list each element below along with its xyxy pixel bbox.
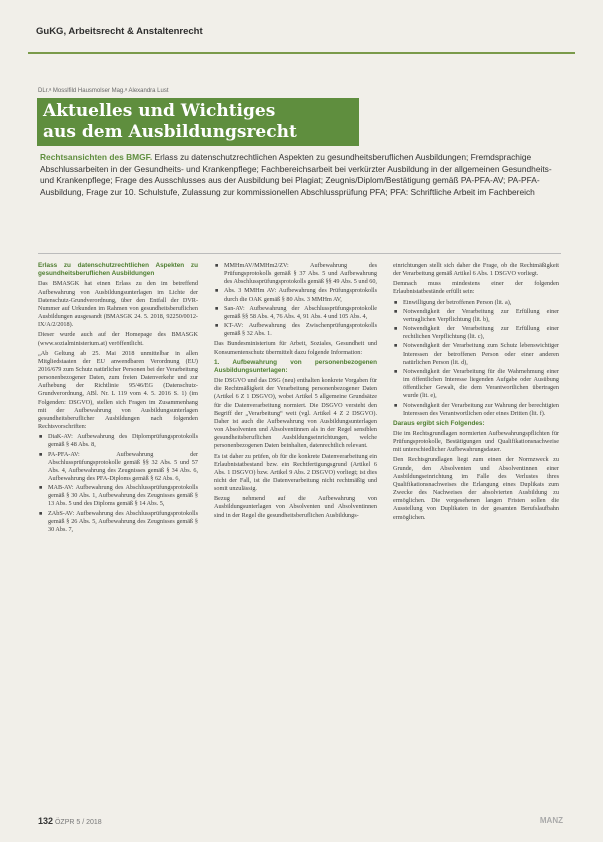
list-item: ■ Notwendigkeit der Verarbeitung für die Wahrnehmung einer im öffentlichen Interesse liegenden Aufgabe oder Ausübung öffentlicher Gewalt, die dem Verantwortlichen übertragen wurde (lit. e), bbox=[403, 368, 559, 401]
section-heading: Daraus ergibt sich Folgendes: bbox=[393, 419, 485, 427]
list-item: ■ San-AV: Aufbewahrung der Abschlussprüfungsprotokolle gemäß §§ 58 Abs. 4, 76 Abs. 4, 91 Abs. 4 und 105 Abs. 4, bbox=[224, 305, 377, 321]
list-item: ■ MMHmAV/MMHm2/ZV: Aufbewahrung des Prüfungsprotokolls gemäß § 37 Abs. 5 und Aufbewahrung des Abschlussprüfungsprotokolls gemäß §§ 49 Abs. 5 und 60, bbox=[224, 262, 377, 286]
list-item: ■ KT-AV: Aufbewahrung des Zwischenprüfungsprotokolls gemäß § 32 Abs. 1. bbox=[224, 322, 377, 338]
issue-label: ÖZPR 5 / 2018 bbox=[54, 819, 102, 826]
paragraph: Das BMASGK hat einen Erlass zu den im betreffend Aufbewahrung von Ausbildungsunterlagen im Lichte der Datenschutz-Grundverordnung, über den Entfall der DVR-Nummer auf Urkunden im Rahmen von gesundheitsberuflichen Ausbildungen ausgesandt (BMASGK 24. 5. 2018, 92250/0012-IX/A/2/2018). bbox=[38, 280, 198, 329]
divider bbox=[38, 253, 561, 254]
page-footer bbox=[38, 816, 563, 826]
intro-lead: Rechtsansichten des BMGF. bbox=[40, 152, 153, 162]
list-item: ■ Abs. 3 MMHm AV: Aufbewahrung des Prüfungsprotokolls durch die OAK gemäß § 80 Abs. 3 MMHm AV, bbox=[224, 287, 377, 303]
column-1 bbox=[38, 262, 198, 536]
paragraph: Dieser wurde auch auf der Homepage des BMASGK (www.sozialministerium.at) veröffentlicht. bbox=[38, 331, 198, 347]
list-item: ■ Notwendigkeit der Verarbeitung zur Erfüllung einer rechtlichen Verpflichtung (lit. c), bbox=[403, 325, 559, 341]
list-item: ■ Notwendigkeit der Verarbeitung zur Erfüllung einer vertraglichen Verpflichtung (lit. b), bbox=[403, 308, 559, 324]
section-heading: Erlass zu datenschutzrechtlichen Aspekten zu gesundheitsberuflichen Ausbildungen bbox=[38, 262, 198, 278]
article-title bbox=[37, 98, 359, 146]
list-item: ■ ZAbS-AV: Aufbewahrung des Abschlussprüfungsprotokolls gemäß § 26 Abs. 5, Aufbewahrung des Zeugnisses gemäß § 30 Abs. 7, bbox=[48, 510, 198, 534]
bullet-list bbox=[214, 262, 377, 338]
paragraph: Demnach muss mindestens einer der folgenden Erlaubnistatbestände erfüllt sein: bbox=[393, 280, 559, 296]
paragraph: Den Rechtsgrundlagen liegt zum einen der Normzweck zu Grunde, den Absolventen und Absolventinnen einer Ausbildungseinrichtung im Falle des Verlustes ihres Qualifikationsnachweises die Erlangung eines Duplikats zum Zwecke des Nachweises der absolvierten Ausbildung zu ermöglichen. Die vorgesehenen langen Fristen sollen die Ausstellung von Duplikaten in der gesamten Berufslaufbahn ermöglichen. bbox=[393, 456, 559, 521]
list-item: ■ Einwilligung der betroffenen Person (lit. a), bbox=[403, 299, 559, 307]
title-line-2: aus dem Ausbildungsrecht bbox=[43, 122, 297, 142]
column-3 bbox=[393, 262, 559, 524]
paragraph: einrichtungen stellt sich daher die Frage, ob die Rechtmäßigkeit der Verarbeitung gemäß Artikel 6 Abs. 1 DSGVO vorliegt. bbox=[393, 262, 559, 278]
authors-line: DLr.ᵃ Mosslfild Hausmolser Mag.ᵃ Alexandra Lust bbox=[38, 88, 169, 94]
paragraph: Die im Rechtsgrundlagen normierten Aufbewahrungspflichten für Prüfungsprotokolle, Bestätigungen und Qualifikationsnachweise mit unterschiedlicher Aufbewahrungsdauer. bbox=[393, 430, 559, 454]
intro-text: Erlass zu datenschutzrechtlichen Aspekten zu gesundheitsberuflichen Ausbildungen; Fremdsprachige Abschlussarbeiten in der Gesundheits- und Krankenpflege; Fachbereichsarbeit bei verkürzter Ausbildung in der allgemeinen Gesundheits- und Krankenpflege; Frage des Ausschlusses aus der Ausbildung bei Plagiat; Zeugnis/Diplom/Bestätigung gemäß PA-PFA-AV; PA-PFA-Ausbildung, Frage zur 10. Schulstufe, Zulassung zur kommissionellen Abschlussprüfung PFA; PFA: Schriftliche Arbeit im Fachbereich bbox=[40, 152, 552, 197]
paragraph: „Ab Geltung ab 25. Mai 2018 unmittelbar in allen Mitgliedstaaten der EU anwendbaren Verordnung (EU) 2016/679 zum Schutz natürlicher Personen bei der Verarbeitung personenbezogener Daten, zum freien Datenverkehr und zur Aufhebung der Richtlinie 95/46/EG (Datenschutz-Grundverordnung, ABl. Nr. L 119 vom 4. 5. 2016 S. 1) (im Folgenden: DSGVO), stellen sich Fragen im Zusammenhang mit der Aufbewahrung von Ausbildungsunterlagen gesundheitsberuflicher Ausbildungen nach folgenden Rechtsvorschriften: bbox=[38, 349, 198, 431]
paragraph: Die DSGVO und das DSG (neu) enthalten konkrete Vorgaben für die Rechtmäßigkeit der Verarbeitung personenbezogener Daten (Artikel 6 Z 1 DSGVO), wobei Artikel 5 allgemeine Grundsätze für die Datenverarbeitung normiert. Die DSGVO versteht den Begriff der „Verarbeitung“ weit (vgl. Artikel 4 Z 2 DSGVO). Daher ist auch die Aufbewahrung von Ausbildungsunterlagen von Absolventen und Absolventinnen als in der Regel sensiblen gesundheitsberuflichen Ausbildungseinrichtungen, welche personenbezogenen Daten beinhalten, datenrechtlich relevant. bbox=[214, 377, 377, 450]
running-header bbox=[28, 18, 575, 54]
list-item: ■ PA-PFA-AV: Aufbewahrung der Abschlussprüfungsprotokolle gemäß §§ 32 Abs. 5 und 57 Abs. 4, Aufbewahrung des Zeugnisses gemäß § 34 Abs. 6, Aufbewahrung des PFA-Diploms gemäß § 62 Abs. 6, bbox=[48, 451, 198, 484]
article-intro bbox=[40, 152, 555, 198]
paragraph: Das Bundesministerium für Arbeit, Soziales, Gesundheit und Konsumentenschutz übermittelt dazu folgende Information: bbox=[214, 340, 377, 356]
column-2 bbox=[214, 262, 377, 522]
publisher-logo: MANZ bbox=[539, 816, 563, 825]
list-item: ■ DiaK-AV: Aufbewahrung des Diplomprüfungsprotokolls gemäß § 48 Abs. 8, bbox=[48, 433, 198, 449]
section-title: GuKG, Arbeitsrecht & Anstaltenrecht bbox=[36, 26, 203, 37]
section-heading: 1. Aufbewahrung von personenbezogenen Ausbildungsunterlagen: bbox=[214, 358, 377, 374]
list-item: ■ Notwendigkeit der Verarbeitung zur Wahrung der berechtigten Interessen des Verantwortlichen oder eines Dritten (lit. f). bbox=[403, 402, 559, 418]
list-item: ■ MAB-AV: Aufbewahrung des Abschlussprüfungsprotokolls gemäß § 30 Abs. 1, Aufbewahrung des Zeugnisses gemäß § 13 Abs. 5 und des Diploms gemäß § 14 Abs. 5, bbox=[48, 484, 198, 508]
paragraph: Bezug nehmend auf die Aufbewahrung von Ausbildungsunterlagen von Absolventen und Absolventinnen sind in der Regel die gesundheitsberuflichen Ausbildungs- bbox=[214, 495, 377, 519]
bullet-list bbox=[38, 433, 198, 534]
bullet-list bbox=[393, 299, 559, 418]
paragraph: Es ist daher zu prüfen, ob für die konkrete Datenverarbeitung ein Erlaubnistatbestand bzw. ein Rechtfertigungsgrund (Artikel 6 Abs. 1 DSGVO) bzw. Artikel 9 Abs. 2 DSGVO) vorliegt; ist dies nicht der Fall, ist die Datenverarbeitung nicht rechtmäßig und somit unzulässig. bbox=[214, 452, 377, 493]
list-item: ■ Notwendigkeit der Verarbeitung zum Schutz lebenswichtiger Interessen der betroffenen Person oder einer anderen natürlichen Person (lit. d), bbox=[403, 342, 559, 366]
page-number: 132 bbox=[38, 816, 54, 826]
title-line-1: Aktuelles und Wichtiges bbox=[43, 101, 276, 121]
